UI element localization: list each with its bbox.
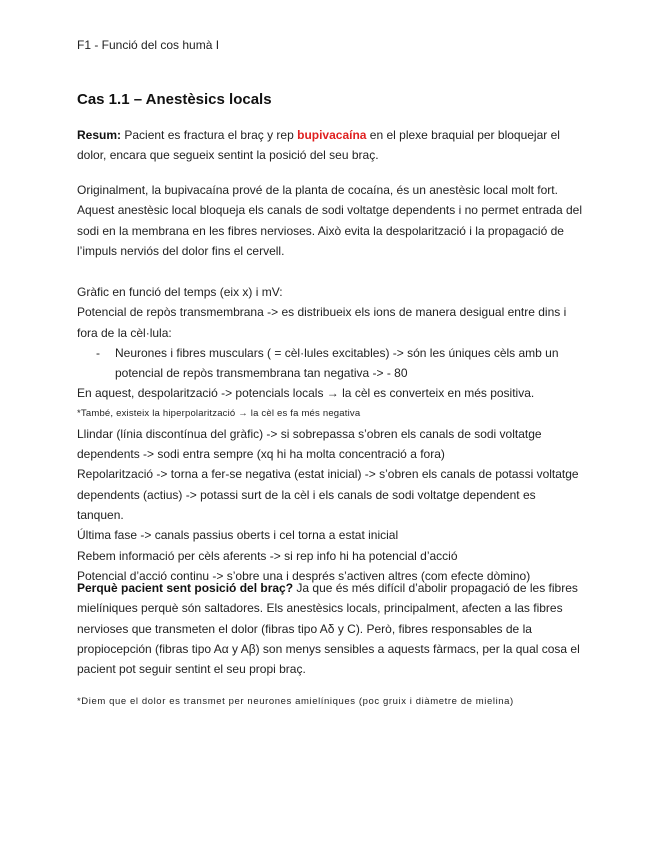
afferent-line: Rebem informació per cèls aferents -> si rep info hi ha potencial d’acció: [77, 548, 458, 563]
question-answer: Ja que és més difícil d’abolir propagació de les fibres mielíniques perquè són saltadores. Els anestèsics locals, principalment, afecten a las fibres nervioses que transmeten el dolor (fibras tipo Aδ y C). Però, fibres responsables de la propiocepción (fibras tipo Aα y Aβ) son menys sensibles a aquests fàrmacs, per la qual cosa el pacient pot seguir sentint el seu propi braç.: [77, 581, 580, 677]
section-title: Cas 1.1 – Anestèsics locals: [77, 91, 272, 108]
summary-text-after: en el plexe braquial per bloquejar el dolor, encara que segueix sentint la posició del seu braç.: [77, 128, 560, 163]
origin-text: Originalment, la bupivacaína prové de la planta de cocaína, és un anestèsic local molt fort. Aquest anestèsic local bloqueja els canals de sodi voltatge dependents i no permet entrada del sodi en la membrana en les fibres nervioses. Això evita la despolarització i la propagació de l’impuls nerviós del dolor fins el cervell.: [77, 183, 583, 258]
bullet-dash: -: [96, 345, 100, 360]
graph-intro: Gràfic en funció del temps (eix x) i mV:: [77, 285, 283, 299]
drug-name-highlight: bupivacaína: [297, 128, 367, 142]
bullet-text: Neurones i fibres musculars ( = cèl·lules excitables) -> són les úniques cèls amb un potencial de repòs transmembrana tan negativa -> - 80: [115, 345, 559, 381]
bullet-item: [77, 343, 582, 384]
summary-paragraph: [77, 125, 582, 166]
summary-text-before: Pacient es fractura el braç y rep: [121, 128, 298, 142]
question-paragraph: [77, 578, 582, 679]
last-phase-line: Última fase -> canals passius oberts i cel torna a estat inicial: [77, 528, 399, 543]
repolarization-line: Repolarització -> torna a fer-se negativa (estat inicial) -> s’obren els canals de potassi voltatge dependents (actius) -> potassi surt de la cèl i els canals de sodi voltatge dependent es tanquen.: [77, 467, 579, 522]
continuous-ap-line: Potencial d’acció continu -> s’obre una i després s’activen altres (com efecte dòmino): [77, 568, 531, 583]
question-label: Perquè pacient sent posició del braç?: [77, 581, 294, 595]
page-header: F1 - Funció del cos humà I: [77, 38, 220, 52]
summary-label: Resum: [77, 128, 118, 142]
hyperpolarization-note: *També, existeix la hiperpolarització → la cèl es fa més negativa: [77, 407, 361, 419]
threshold-line: Llindar (línia discontínua del gràfic) -> si sobrepassa s’obren els canals de sodi voltatge dependents -> sodi entra sempre (xq hi ha molta concentració a fora): [77, 426, 542, 462]
depolarization-line: En aquest, despolarització -> potencials locals → la cèl es converteix en més positiva.: [77, 386, 535, 401]
resting-potential-line: Potencial de repòs transmembrana -> es distribueix els ions de manera desigual entre dins i fora de la cèl·lula:: [77, 305, 567, 340]
graph-section: [77, 282, 582, 586]
origin-paragraph: [77, 180, 582, 261]
footnote: *Diem que el dolor es transmet per neurones amielíniques (poc gruix i diàmetre de mielina): [77, 696, 514, 707]
summary-colon: :: [117, 128, 122, 142]
